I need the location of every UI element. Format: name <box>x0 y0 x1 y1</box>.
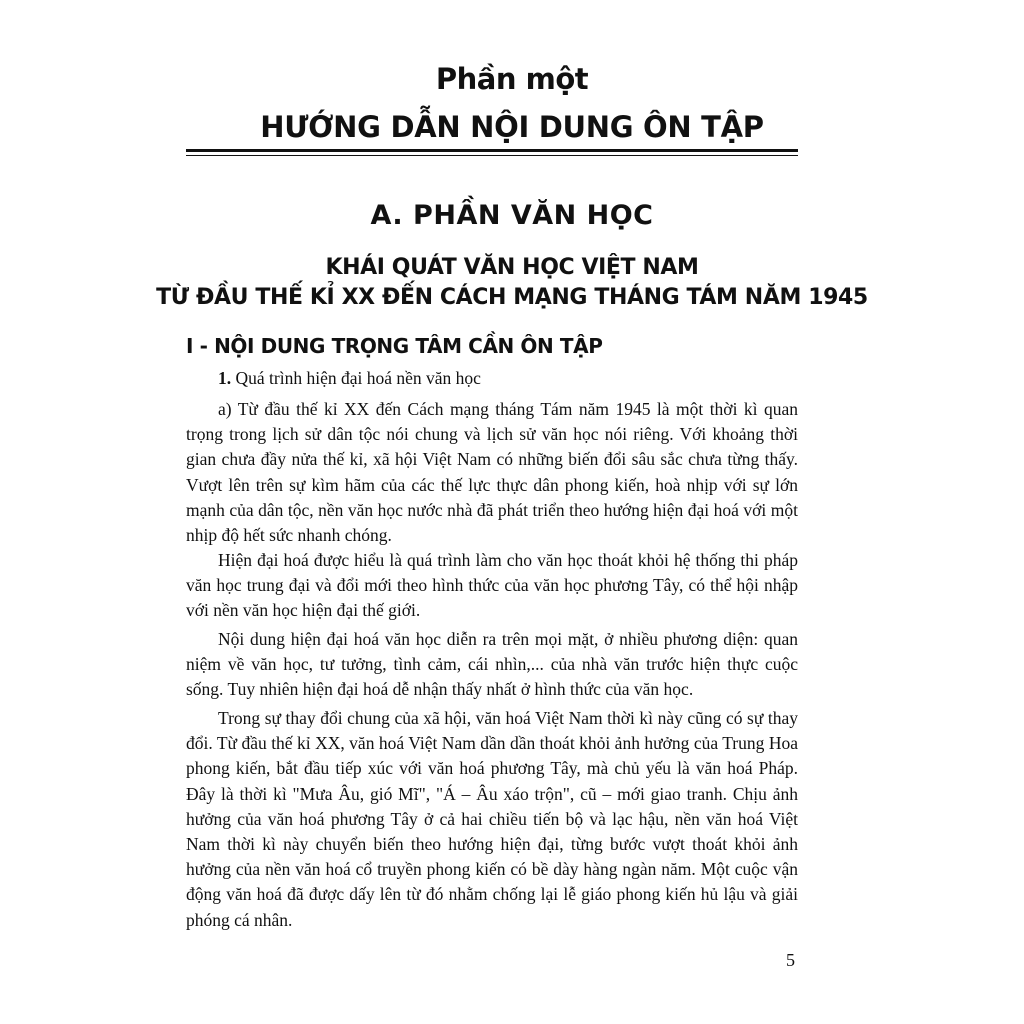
subheading-text: Quá trình hiện đại hoá nền văn học <box>235 368 481 388</box>
paragraph: Hiện đại hoá được hiểu là quá trình làm cho văn học thoát khỏi hệ thống thi pháp văn học trung đại và đổi mới theo hình thức của văn học phương Tây, có thể hội nhập với nền văn học hiện đại thế giới. <box>186 550 798 621</box>
paragraph: Trong sự thay đổi chung của xã hội, văn hoá Việt Nam thời kì này cũng có sự thay đổi. Từ đầu thế kỉ XX, văn hoá Việt Nam dần dần thoát khỏi ảnh hưởng của Trung Hoa phong kiến, bắt đầu tiếp xúc với văn hoá phương Tây, mà chủ yếu là văn hoá Pháp. Đây là thời kì "Mưa Âu, gió Mĩ", "Á – Âu xáo trộn", cũ – mới giao tranh. Chịu ảnh hưởng của văn hoá phương Tây ở cả hai chiều tiến bộ và lạc hậu, nền văn hoá Việt Nam thời kì này chuyển biến theo hướng hiện đại, từng bước vượt thoát khỏi ảnh hưởng của nền văn hoá cổ truyền phong kiến có bề dày hàng ngàn năm. Một cuộc vận động văn hoá đã được dấy lên từ đó nhằm chống lại lễ giáo phong kiến hủ lậu và giải phóng cá nhân. <box>186 708 798 930</box>
paragraph: Nội dung hiện đại hoá văn học diễn ra trên mọi mặt, ở nhiều phương diện: quan niệm về văn học, tư tưởng, tình cảm, cái nhìn,... của nhà văn trước hiện thực cuộc sống. Tuy nhiên hiện đại hoá dễ nhận thấy nhất ở hình thức của văn học. <box>186 629 798 700</box>
part-label: Phần một <box>435 62 589 96</box>
page-number: 5 <box>786 950 795 970</box>
title-rule-thin <box>186 155 798 156</box>
subheading-number: 1. <box>218 368 232 388</box>
part-title: HƯỚNG DẪN NỘI DUNG ÔN TẬP <box>260 110 764 144</box>
section-subtitle-line1: KHÁI QUÁT VĂN HỌC VIỆT NAM <box>325 255 699 280</box>
paragraph: a) Từ đầu thế kỉ XX đến Cách mạng tháng Tám năm 1945 là một thời kì quan trọng trong lịch sử dân tộc nói chung và lịch sử văn học nói riêng. Với khoảng thời gian chưa đầy nửa thế kỉ, xã hội Việt Nam có những biến đổi sâu sắc chưa từng thấy. Vượt lên trên sự kìm hãm của các thế lực thực dân phong kiến, hoà nhịp với sự lớn mạnh của dân tộc, nền văn học nước nhà đã phát triển theo hướng hiện đại hoá với một nhịp độ hết sức nhanh chóng. <box>186 399 798 546</box>
title-rule-thick <box>186 149 798 152</box>
section-title: A. PHẦN VĂN HỌC <box>370 200 654 231</box>
section-subtitle-line2: TỪ ĐẦU THẾ KỈ XX ĐẾN CÁCH MẠNG THÁNG TÁM NĂM 1945 <box>156 285 868 310</box>
content-subheading <box>218 368 481 389</box>
content-heading: I - NỘI DUNG TRỌNG TÂM CẦN ÔN TẬP <box>186 334 603 358</box>
